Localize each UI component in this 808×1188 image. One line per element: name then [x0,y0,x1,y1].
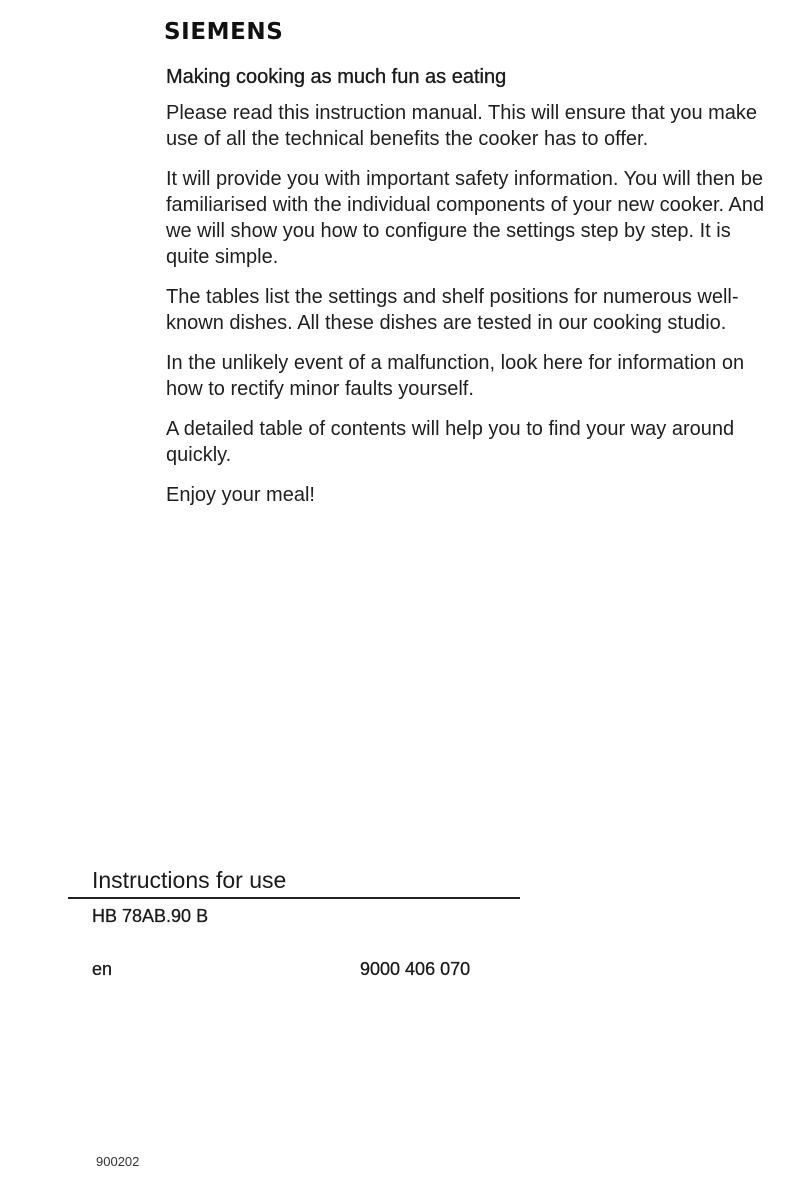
language-code: en [92,959,113,979]
intro-paragraph: A detailed table of contents will help you to find your way around quickly. [166,418,735,466]
brand-logo: SIEMENS [164,19,284,45]
document-title-block [92,866,522,894]
intro-section [166,64,766,522]
intro-paragraph: In the unlikely event of a malfunction, look here for information on how to rectify minor faults yourself. [166,352,745,400]
intro-paragraph: Enjoy your meal! [166,484,315,506]
intro-heading: Making cooking as much fun as eating [166,66,507,88]
intro-paragraph: Please read this instruction manual. This will ensure that you make use of all the technical benefits the cooker has to offer. [166,102,758,150]
document-title: Instructions for use [92,867,287,893]
part-number: 9000 406 070 [360,959,471,979]
title-divider [68,897,520,899]
intro-paragraph: The tables list the settings and shelf positions for numerous well-known dishes. All these dishes are tested in our cooking studio. [166,286,739,334]
print-code: 900202 [96,1154,140,1169]
model-number: HB 78AB.90 B [92,906,209,926]
intro-paragraph: It will provide you with important safety information. You will then be familiarised with the individual components of your new cooker. And we will show you how to configure the settings step by step. It is quite simple. [166,168,765,268]
